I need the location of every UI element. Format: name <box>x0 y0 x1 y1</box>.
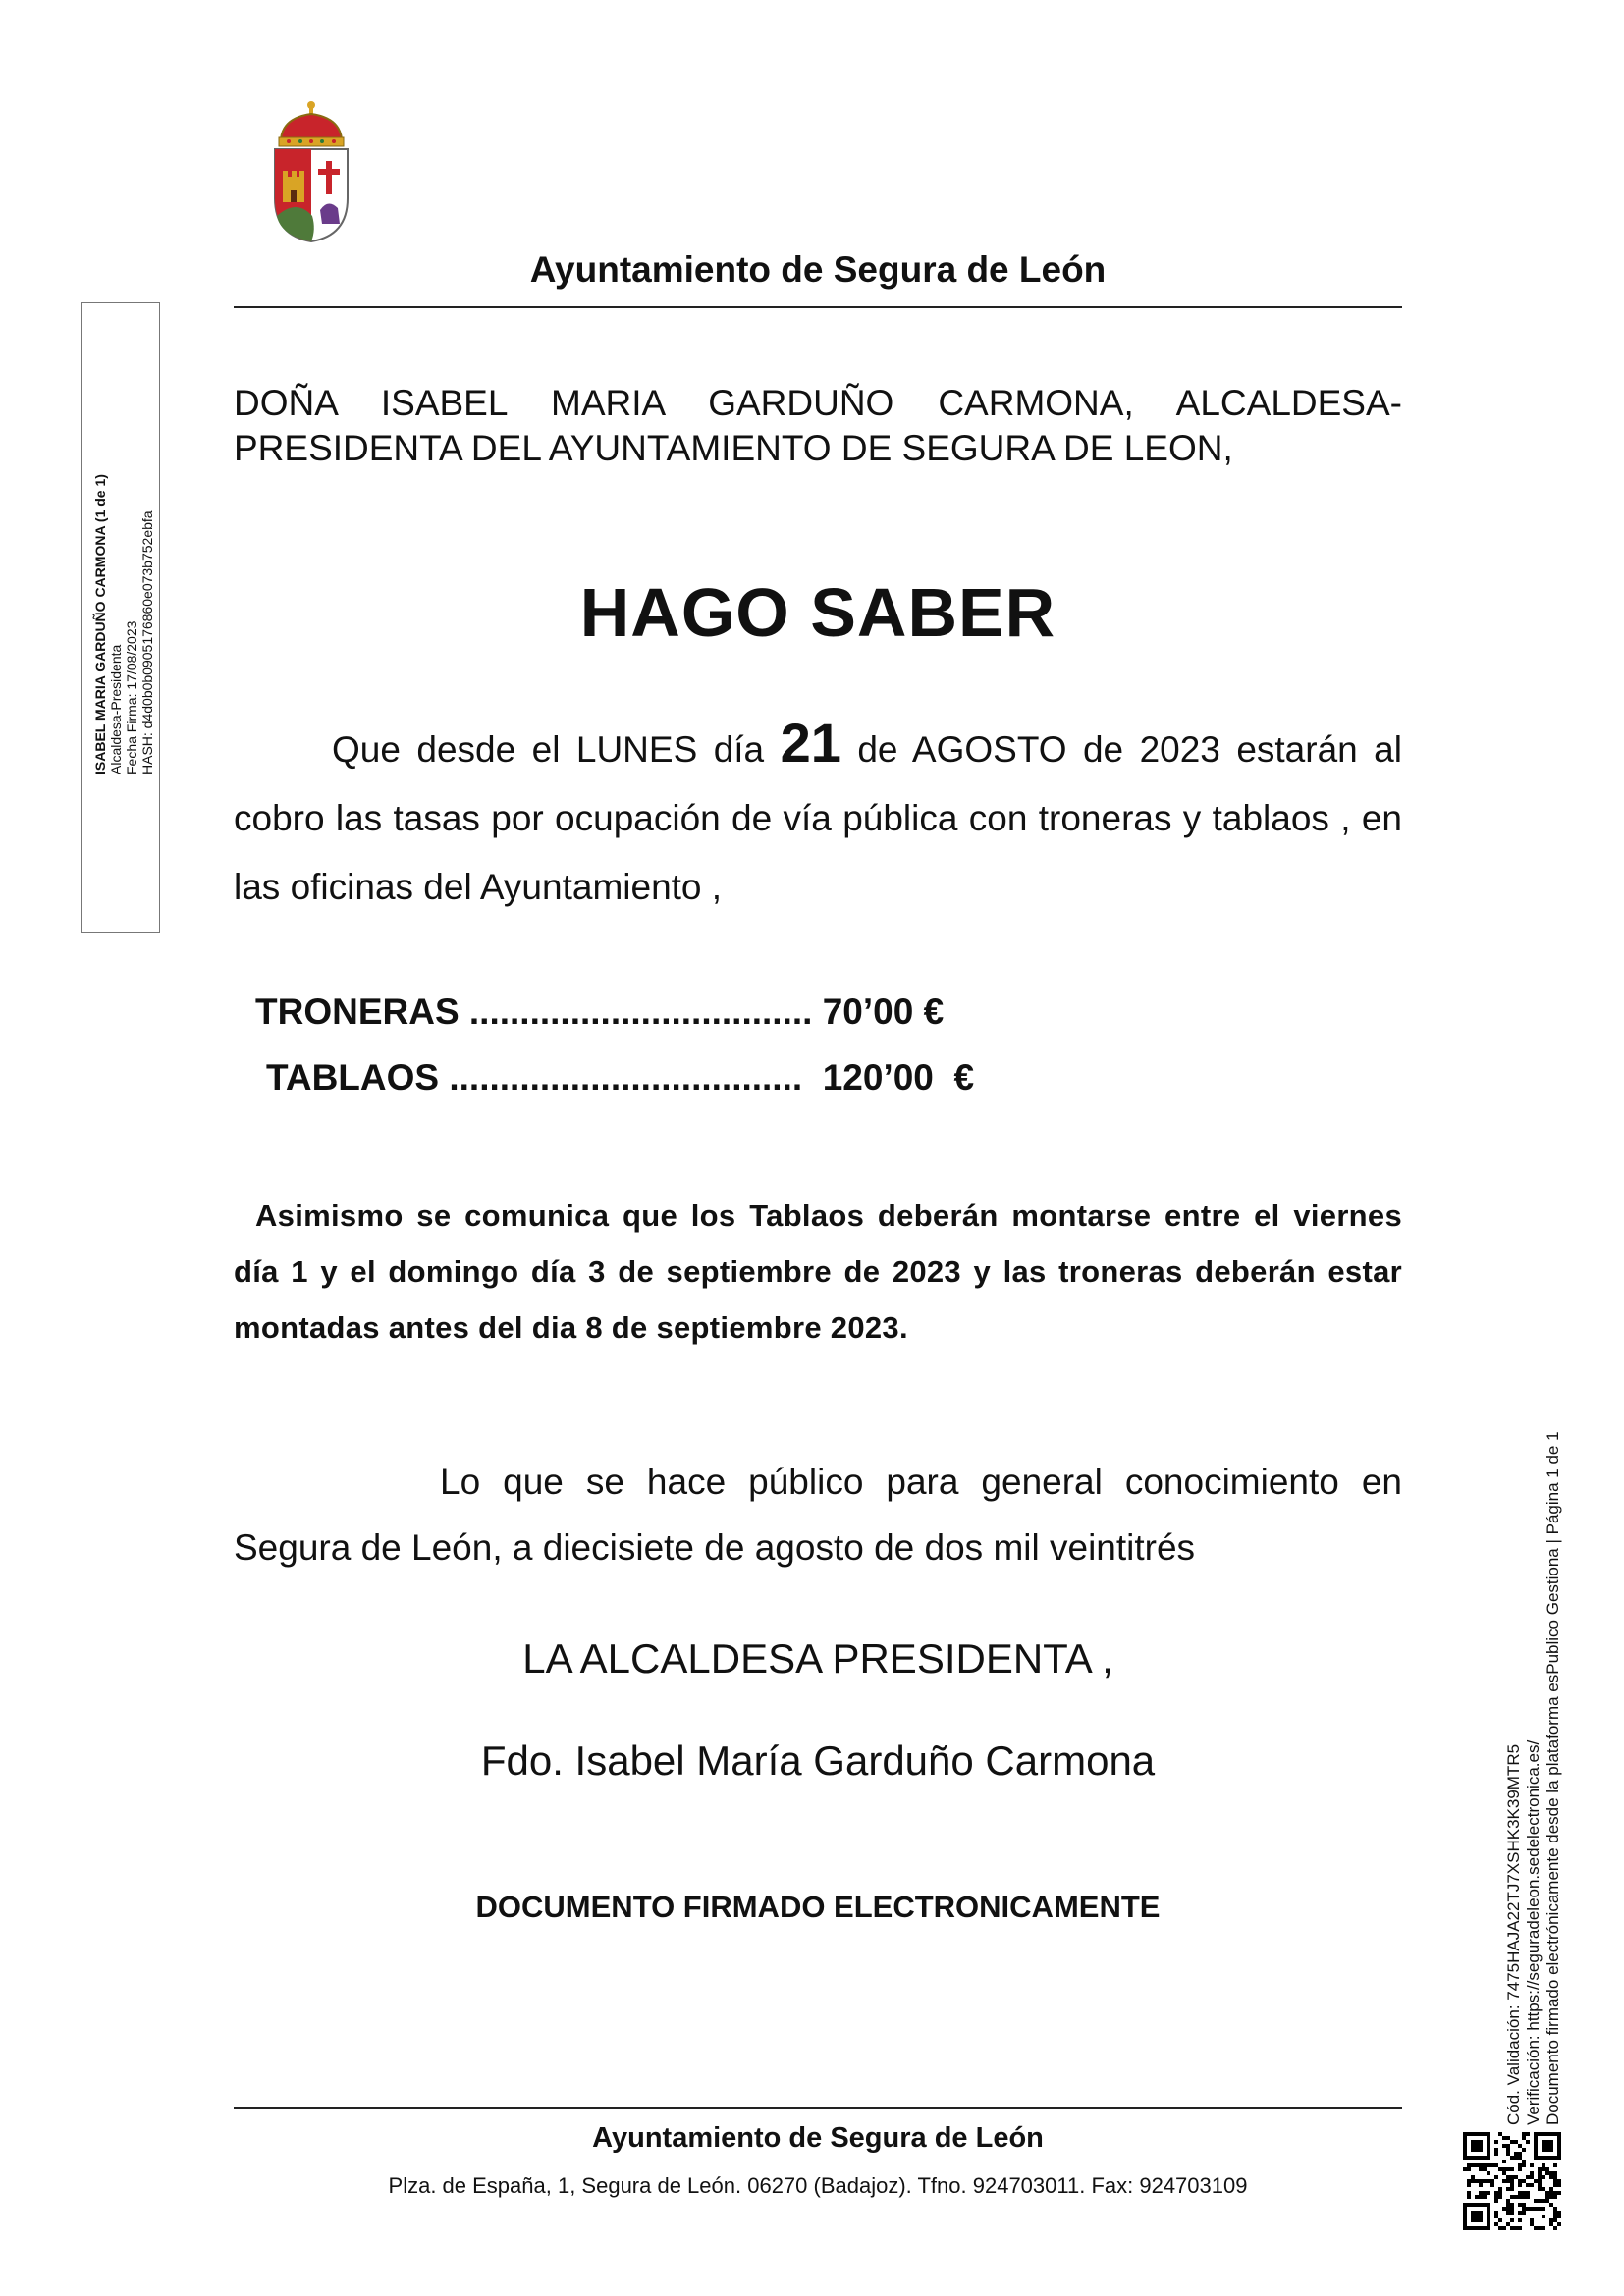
fee-label: TABLAOS <box>266 1057 440 1097</box>
heading: HAGO SABER <box>579 574 1056 651</box>
fee-label: TRONERAS <box>255 991 460 1032</box>
fee-row-tablaos <box>266 1057 974 1098</box>
coat-of-arms-logo <box>267 100 355 243</box>
closing-paragraph <box>234 1449 1402 1580</box>
stamp-hash: HASH: d4d0b0b0905176860e073b752ebfa <box>139 510 155 774</box>
signature-title: LA ALCALDESA PRESIDENTA , <box>522 1635 1113 1682</box>
stamp-date: Fecha Firma: 17/08/2023 <box>124 620 139 774</box>
fee-dots: ................................... <box>439 1057 803 1097</box>
notice-paragraph <box>234 1188 1402 1356</box>
day-number: 21 <box>780 712 841 774</box>
footer-address: Plza. de España, 1, Segura de León. 06270 (Badajoz). Tfno. 924703011. Fax: 924703109 <box>388 2173 1248 2198</box>
footer-divider <box>234 2107 1402 2109</box>
para1-start: Que desde el LUNES día <box>332 729 781 770</box>
closing-text: Lo que se hace público para general conocimiento en Segura de León, a diecisiete de agosto de dos mil veintitrés <box>234 1462 1402 1568</box>
signature-stamp-text <box>92 474 155 774</box>
verification-text <box>1504 1431 1563 2125</box>
verification-platform: Documento firmado electrónicamente desde la plataforma esPublico Gestiona | Página 1 de 1 <box>1543 1431 1562 2125</box>
signature-name: Fdo. Isabel María Garduño Carmona <box>480 1737 1156 1784</box>
qr-code-icon <box>1463 2132 1561 2230</box>
footer-title: Ayuntamiento de Segura de León <box>592 2122 1044 2154</box>
signed-electronically-note: DOCUMENTO FIRMADO ELECTRONICAMENTE <box>475 1890 1161 1924</box>
intro-text: DOÑA ISABEL MARIA GARDUÑO CARMONA, ALCALDESA-PRESIDENTA DEL AYUNTAMIENTO DE SEGURA DE LEON, <box>234 383 1402 468</box>
verification-code: Cód. Validación: 7475HAJA22TJ7XSHK3K39MTR5 <box>1504 1743 1523 2125</box>
fee-dots: .................................. <box>459 991 813 1032</box>
fee-amount: 120’00 € <box>802 1057 975 1097</box>
fee-row-troneras <box>255 991 944 1033</box>
header-divider <box>234 306 1402 308</box>
para1-end: de AGOSTO de 2023 estarán al cobro las tasas por ocupación de vía pública con troneras y tablaos , en las oficinas del Ayuntamiento , <box>234 729 1402 907</box>
fee-amount: 70’00 € <box>812 991 945 1032</box>
verification-url[interactable]: Verificación: https://seguradeleon.sedelectronica.es/ <box>1524 1739 1543 2125</box>
header-title: Ayuntamiento de Segura de León <box>529 249 1107 290</box>
announcement-paragraph <box>234 709 1402 922</box>
stamp-role: Alcaldesa-Presidenta <box>108 644 124 774</box>
stamp-signer: ISABEL MARIA GARDUÑO CARMONA (1 de 1) <box>92 474 108 774</box>
signature-stamp-box <box>81 302 160 933</box>
notice-text: Asimismo se comunica que los Tablaos deberán montarse entre el viernes día 1 y el domingo día 3 de septiembre de 2023 y las troneras deberán estar montadas antes del dia 8 de septiembre 2023. <box>234 1199 1402 1345</box>
